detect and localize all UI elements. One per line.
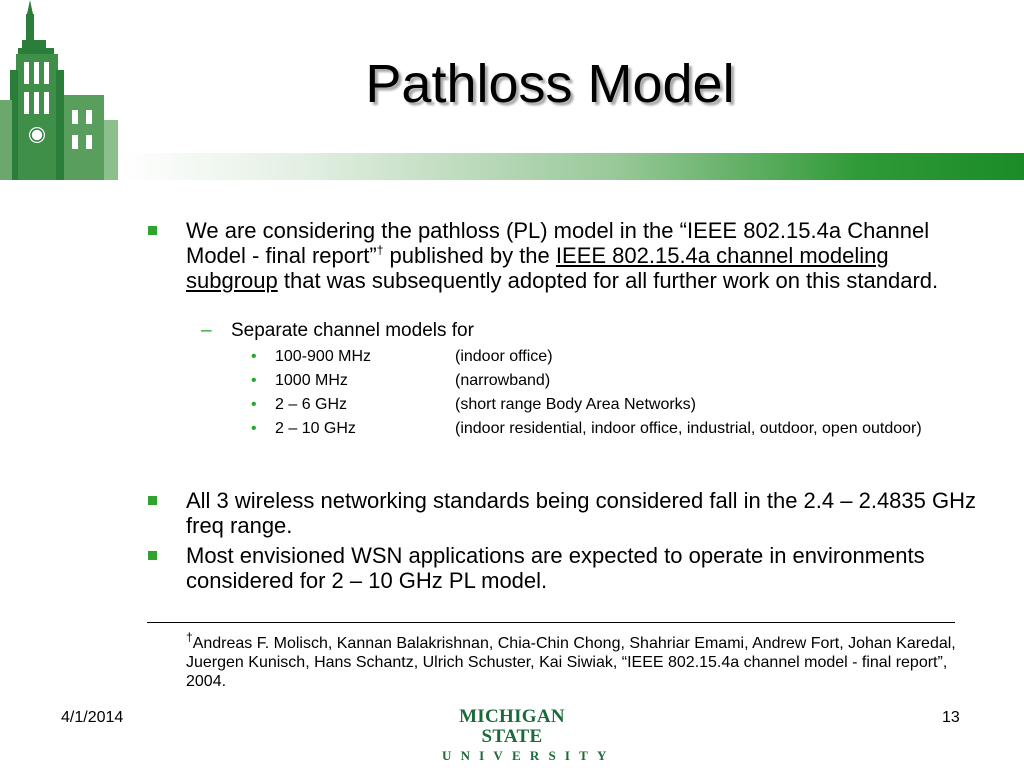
- bullet-1-text-a: We are considering the pathloss (PL) model in the “IEEE 802.15.4a Channel Model - final report”: [186, 218, 930, 268]
- band-description: (short range Body Area Networks): [455, 396, 696, 413]
- band-item: [251, 419, 975, 459]
- band-label: 100-900 MHz: [275, 348, 372, 365]
- bullet-2-text: All 3 wireless networking standards being considered fall in the 2.4 – 2.4835 GHz freq range.: [186, 488, 977, 538]
- band-description: (indoor residential, indoor office, industrial, outdoor, open outdoor): [455, 420, 922, 437]
- footnote-text: Andreas F. Molisch, Kannan Balakrishnan, Chia-Chin Chong, Shahriar Emami, Andrew Fort, Johan Karedal, Juergen Kunisch, Hans Schantz, Ulrich Schuster, Kai Siwiak, “IEEE 802.15.4a channel model - final report”, 2004.: [186, 635, 956, 690]
- dot-bullet-icon: •: [251, 420, 257, 437]
- dagger-mark: †: [376, 242, 384, 257]
- footnote-dagger: †: [186, 629, 193, 644]
- dot-bullet-icon: •: [251, 372, 257, 389]
- title-gradient-bar: [118, 153, 1024, 180]
- band-label: 1000 MHz: [275, 372, 348, 389]
- footnote: [186, 629, 966, 691]
- band-item: [251, 347, 975, 367]
- bullet-3-text: Most envisioned WSN applications are expected to operate in environments considered for 2 – 10 GHz PL model.: [186, 543, 925, 593]
- page-number: 13: [942, 709, 960, 726]
- square-bullet-icon: [148, 551, 157, 560]
- sub-bullet: [201, 320, 474, 342]
- beaumont-tower-logo: [0, 0, 118, 180]
- square-bullet-icon: [148, 226, 157, 235]
- bullet-2: [186, 488, 976, 538]
- square-bullet-icon: [148, 496, 157, 505]
- band-item: [251, 395, 975, 415]
- sub-bullet-text: Separate channel models for: [231, 320, 474, 341]
- band-description: (indoor office): [455, 348, 553, 365]
- msu-logo-line2: UNIVERSITY: [442, 748, 616, 763]
- subgroup-link[interactable]: IEEE 802.15.4a channel modeling subgroup: [186, 243, 889, 293]
- bullet-1-text-c: that was subsequently adopted for all further work on this standard.: [277, 268, 939, 293]
- dash-bullet-icon: –: [201, 320, 212, 341]
- msu-wordmark-logo: [436, 706, 616, 763]
- slide-title: Pathloss Model: [365, 54, 735, 114]
- dot-bullet-icon: •: [251, 348, 257, 365]
- dot-bullet-icon: •: [251, 396, 257, 413]
- bullet-3: [186, 543, 976, 593]
- msu-logo-line1: MICHIGAN STATE: [459, 706, 565, 747]
- bullet-1: [186, 218, 976, 293]
- band-item: [251, 371, 975, 391]
- slide-date: 4/1/2014: [61, 709, 124, 726]
- band-label: 2 – 6 GHz: [275, 396, 348, 413]
- band-label: 2 – 10 GHz: [275, 420, 356, 437]
- bullet-1-text-b: published by the: [383, 243, 556, 268]
- band-description: (narrowband): [455, 372, 551, 389]
- footnote-rule: [147, 622, 955, 623]
